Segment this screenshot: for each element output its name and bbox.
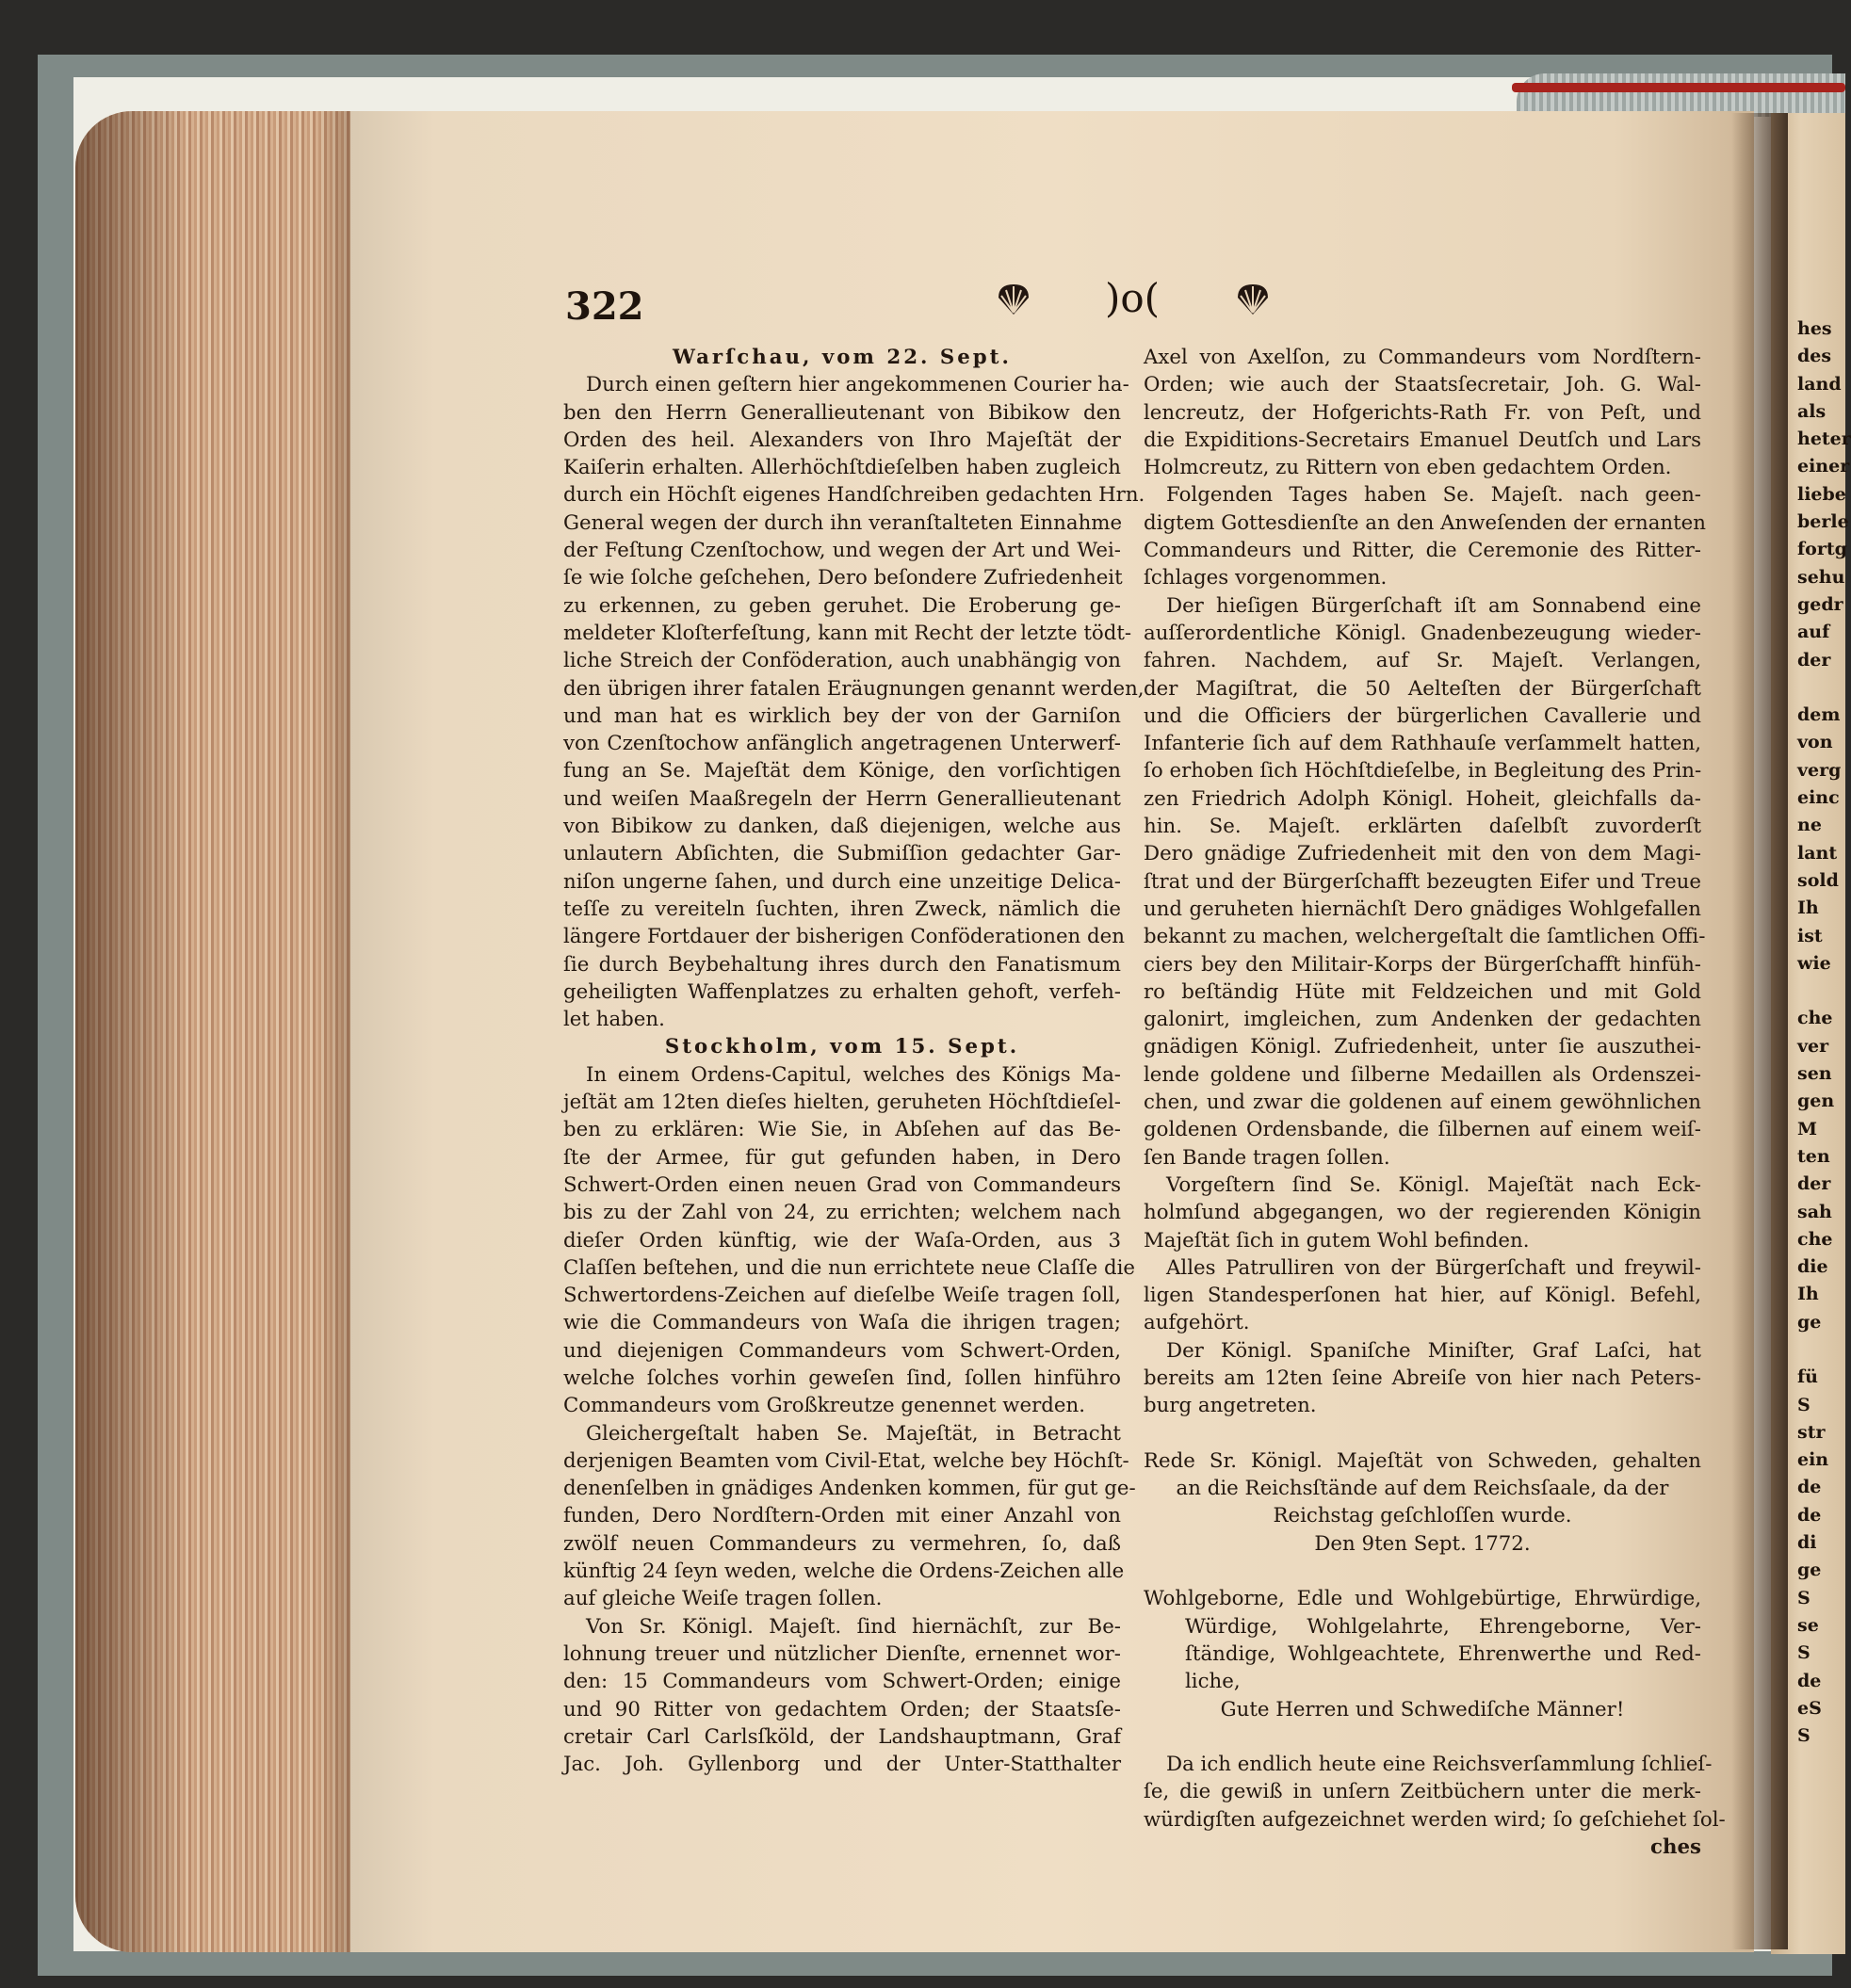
text-line: Folgenden Tages haben Se. Majeſt. nach geen- xyxy=(1166,483,1701,508)
text-line: liche, xyxy=(1185,1670,1241,1694)
text-line: würdigſten aufgezeichnet werden wird; ſo geſchiehet ſol- xyxy=(1144,1807,1726,1832)
text-line: der Magiſtrat, die 50 Aelteſten der Bürgerſchaft xyxy=(1144,676,1701,701)
text-line: funden, Dero Nordſtern-Orden mit einer Anzahl von xyxy=(563,1504,1121,1528)
text-line: Commandeurs vom Großkreutze genennet werden. xyxy=(563,1394,1086,1418)
text-line: gnädigen Königl. Zufriedenheit, unter ſie auszuthei- xyxy=(1144,1035,1701,1059)
text-line: geheiligten Waffenplatzes zu erhalten gehoft, verfeh- xyxy=(563,979,1121,1004)
facing-page-fragment: ein xyxy=(1797,1449,1829,1471)
facing-page-fragment: se xyxy=(1797,1614,1819,1636)
text-line: Axel von Axelſon, zu Commandeurs vom Nordſtern- xyxy=(1144,346,1701,369)
text-line: Von Sr. Königl. Majeſt. ſind hiernächſt, zur Be- xyxy=(586,1614,1121,1639)
facing-page-fragment: lant xyxy=(1797,842,1838,864)
text-line: dieſer Orden künftig, wie der Waſa-Orden, aus 3 xyxy=(563,1228,1121,1253)
text-line: Schwert-Orden einen neuen Grad von Commandeurs xyxy=(563,1172,1121,1197)
shell-ornament-right-icon xyxy=(1234,281,1272,318)
facing-page-fragment: di xyxy=(1797,1532,1817,1554)
book-gutter xyxy=(1731,113,1788,1949)
text-line: und die Officiers der bürgerlichen Cavallerie und xyxy=(1144,703,1701,728)
text-line: goldenen Ordensbande, die ſilbernen auf einem weiſ- xyxy=(1144,1118,1701,1142)
text-line: Gleichergeſtalt haben Se. Majeſtät, in Betracht xyxy=(586,1421,1121,1446)
text-line: ſtrat und der Bürgerſchafft bezeugten Eifer und Treue xyxy=(1144,869,1701,894)
text-line: Holmcreutz, zu Rittern von eben gedachtem Orden. xyxy=(1144,456,1672,480)
text-line: Commandeurs und Ritter, die Ceremonie des Ritter- xyxy=(1144,539,1701,563)
text-line: und man hat es wirklich bey der von der Garniſon xyxy=(563,703,1121,728)
text-line: Orden; wie auch der Staatsſecretair, Joh. G. Wal- xyxy=(1144,373,1701,397)
text-line: ſie durch Beybehaltung ihres durch den Fanatismum xyxy=(563,952,1121,977)
facing-page-fragment: heter xyxy=(1797,428,1851,450)
text-line: auſſerordentliche Königl. Gnadenbezeugung wieder- xyxy=(1144,621,1701,645)
facing-page-fragment: ne xyxy=(1797,815,1822,836)
text-line: Majeſtät ſich in gutem Wohl befinden. xyxy=(1144,1228,1530,1253)
facing-page-fragment: eS xyxy=(1797,1697,1822,1719)
facing-page-fragment: gen xyxy=(1797,1091,1835,1112)
text-line: die Expiditions-Secretairs Emanuel Deutſch und Lars xyxy=(1144,428,1701,452)
facing-page-fragment: sehu xyxy=(1797,566,1845,588)
text-line: Da ich endlich heute eine Reichsverſammlung ſchlieſ- xyxy=(1166,1753,1713,1777)
text-line: ligen Standesperſonen hat hier, auf Königl. Befehl, xyxy=(1144,1284,1701,1308)
facing-page-fragment xyxy=(1797,1336,1845,1364)
text-line: Vorgeſtern ſind Se. Königl. Majeſtät nach Eck- xyxy=(1166,1172,1701,1197)
text-line: ſte der Armee, für gut gefunden haben, in Dero xyxy=(563,1145,1121,1170)
facing-page-fragment: de xyxy=(1797,1670,1822,1691)
text-line: Würdige, Wohlgelahrte, Ehrengeborne, Ver- xyxy=(1185,1614,1701,1639)
text-line: bekannt zu machen, welchergeſtalt die ſamtlichen Offi- xyxy=(1144,925,1706,949)
facing-page-fragment: de xyxy=(1797,1477,1822,1498)
facing-page-fragment: ten xyxy=(1797,1145,1830,1167)
text-line: künftig 24 ſeyn weden, welche die Ordens-Zeichen alle xyxy=(563,1560,1125,1584)
facing-page-fragment: als xyxy=(1797,400,1827,422)
text-line: ches xyxy=(1650,1835,1701,1860)
text-line: cretair Carl Carlsſköld, der Landshauptmann, Graf xyxy=(563,1724,1121,1749)
facing-page-fragment: Ih xyxy=(1797,897,1819,919)
facing-page-text-fragments xyxy=(1797,315,1851,1750)
text-line: Alles Patrulliren von der Bürgerſchaft und freywil- xyxy=(1166,1255,1701,1280)
facing-page-fragment: einer xyxy=(1797,456,1850,477)
facing-page-fragment: die xyxy=(1797,1256,1828,1278)
text-line: Rede Sr. Königl. Majeſtät von Schweden, gehalten xyxy=(1144,1448,1701,1473)
text-line: let haben. xyxy=(563,1008,665,1032)
text-line: Der Königl. Spaniſche Miniſter, Graf Laſci, hat xyxy=(1166,1338,1701,1363)
facing-page-fragment: che xyxy=(1797,1008,1833,1029)
text-line: unlautern Abſichten, die Submiſſion gedachter Gar- xyxy=(563,842,1121,866)
section-heading: Warſchau, vom 22. Sept. xyxy=(673,346,1012,369)
text-line: In einem Ordens-Capitul, welches des Königs Ma- xyxy=(586,1062,1121,1087)
text-line: Der hieſigen Bürgerſchaft iſt am Sonnabend eine xyxy=(1166,593,1701,618)
text-line: denenſelben in gnädiges Andenken kommen, für gut ge- xyxy=(563,1477,1136,1501)
text-line: Dero gnädige Zufriedenheit mit den von dem Magi- xyxy=(1144,842,1701,866)
facing-page-fragment: fortg xyxy=(1797,539,1847,560)
text-line: bis zu der Zahl von 24, zu errichten; welchem nach xyxy=(563,1201,1121,1225)
text-line: digtem Gottesdienſte an den Anweſenden der ernanten xyxy=(1144,510,1706,535)
facing-page-fragment: S xyxy=(1797,1587,1810,1608)
text-line: und weiſen Maaßregeln der Herrn Generallieutenant xyxy=(563,786,1121,811)
text-line: General wegen der durch ihn veranſtalteten Einnahme xyxy=(563,510,1123,535)
facing-page-fragment: berle xyxy=(1797,511,1849,533)
text-line: fahren. Nachdem, auf Sr. Majeſt. Verlangen, xyxy=(1144,649,1701,673)
page-stack-shading xyxy=(75,111,358,1952)
facing-page-fragment: sen xyxy=(1797,1063,1832,1085)
facing-page-fragment: S xyxy=(1797,1725,1810,1747)
facing-page-fragment: der xyxy=(1797,649,1831,671)
text-line: lencreutz, der Hofgerichts-Rath Fr. von Peſt, und xyxy=(1144,400,1701,425)
facing-page-fragment: Ih xyxy=(1797,1284,1819,1305)
facing-page-fragment: auf xyxy=(1797,622,1830,643)
text-line: galonirt, imgleichen, zum Andenken der gedachten xyxy=(1144,1008,1701,1032)
text-line: Reichstag geſchloſſen wurde. xyxy=(1273,1504,1572,1528)
right-text-column xyxy=(1144,344,1726,1861)
text-line: ſe wie ſolche geſchehen, Dero beſondere Zufriedenheit xyxy=(563,566,1123,590)
text-line: und 90 Ritter von gedachtem Orden; der Staatsſe- xyxy=(563,1697,1121,1721)
shell-ornament-left-icon xyxy=(995,281,1032,318)
text-line xyxy=(1144,1420,1701,1447)
text-line: wie die Commandeurs von Waſa die ihrigen tragen; xyxy=(563,1311,1121,1335)
facing-page-fragment: str xyxy=(1797,1421,1826,1443)
facing-page-fragment: fü xyxy=(1797,1366,1818,1388)
text-line: ſen Bande tragen ſollen. xyxy=(1144,1145,1390,1170)
facing-page-fragment xyxy=(1797,978,1845,1005)
facing-page-fragment: dem xyxy=(1797,704,1841,726)
text-line: Wohlgeborne, Edle und Wohlgebürtige, Ehrwürdige, xyxy=(1144,1587,1701,1611)
text-line: ſo erhoben ſich Höchſtdieſelbe, in Begleitung des Prin- xyxy=(1144,759,1702,784)
text-line: durch ein Höchſt eigenes Handſchreiben gedachten Hrn. xyxy=(563,483,1145,508)
text-line: den übrigen ihrer fatalen Eräugnungen genannt werden, xyxy=(563,676,1145,701)
left-text-column xyxy=(563,344,1145,1778)
facing-page-fragment: ver xyxy=(1797,1035,1829,1057)
facing-page-fragment: S xyxy=(1797,1642,1810,1664)
facing-page-fragment: wie xyxy=(1797,952,1831,974)
text-line: fung an Se. Majeſtät dem Könige, den vorſichtigen xyxy=(563,759,1121,784)
text-line: zu erkennen, zu geben geruhet. Die Eroberung ge- xyxy=(563,593,1121,618)
text-line xyxy=(1144,1558,1701,1585)
text-line: Kaiſerin erhalten. Allerhöchſtdieſelben haben zugleich xyxy=(563,456,1121,480)
text-line: ſchlages vorgenommen. xyxy=(1144,566,1388,590)
text-line: auf gleiche Weiſe tragen ſollen. xyxy=(563,1587,883,1611)
text-line: ſe, die gewiß in unſern Zeitbüchern unter die merk- xyxy=(1144,1780,1701,1804)
text-line: ben den Herrn Generallieutenant von Bibikow den xyxy=(563,400,1121,425)
text-line: lohnung treuer und nützlicher Dienſte, ernennet wor- xyxy=(563,1641,1121,1666)
text-line: der Feſtung Czenſtochow, und wegen der Art und Wei- xyxy=(563,539,1121,563)
header-ornament: )o( xyxy=(1105,275,1161,321)
text-line: derjenigen Beamten vom Civil-Etat, welche bey Höchſt- xyxy=(563,1448,1129,1473)
facing-page-fragment: gedr xyxy=(1797,593,1843,615)
text-line: Den 9ten Sept. 1772. xyxy=(1314,1531,1531,1556)
text-line: von Czenſtochow anfänglich angetragenen Unterwerf- xyxy=(563,732,1121,756)
facing-page-fragment: einc xyxy=(1797,787,1840,809)
text-line: meldeter Kloſterfeſtung, kann mit Recht der letzte tödt- xyxy=(563,621,1132,645)
facing-page-fragment: sah xyxy=(1797,1201,1832,1222)
text-line: Jac. Joh. Gyllenborg und der Unter-Statthalter xyxy=(563,1753,1121,1777)
text-line: niſon ungerne ſahen, und durch eine unzeitige Delica- xyxy=(563,869,1121,894)
text-line: von Bibikow zu danken, daß diejenigen, welche aus xyxy=(563,815,1121,839)
text-line: aufgehört. xyxy=(1144,1311,1250,1335)
facing-page-fragment: M xyxy=(1797,1118,1818,1139)
facing-page-fragment: ist xyxy=(1797,925,1823,946)
facing-page-fragment: des xyxy=(1797,346,1832,367)
facing-page-fragment: hes xyxy=(1797,318,1832,339)
text-line: Gute Herren und Schwediſche Männer! xyxy=(1220,1697,1625,1721)
facing-page-fragment: che xyxy=(1797,1228,1833,1250)
text-line: ſtändige, Wohlgeachtete, Ehrenwerthe und Red- xyxy=(1185,1641,1701,1666)
facing-page-fragment: von xyxy=(1797,732,1833,753)
text-line: liche Streich der Conföderation, auch unabhängig von xyxy=(563,649,1121,673)
section-heading: Stockholm, vom 15. Sept. xyxy=(664,1035,1020,1059)
text-line: burg angetreten. xyxy=(1144,1394,1317,1418)
text-line: Orden des heil. Alexanders von Ihro Majeſtät der xyxy=(563,428,1121,452)
text-line: an die Reichsſtände auf dem Reichsſaale, da der xyxy=(1176,1477,1669,1501)
facing-page-fragment: der xyxy=(1797,1173,1831,1195)
text-line xyxy=(1144,1723,1701,1751)
facing-page-fragment: liebe xyxy=(1797,483,1846,505)
facing-page-fragment xyxy=(1797,674,1845,702)
facing-page-fragment: ge xyxy=(1797,1560,1822,1581)
text-line: Claſſen beſtehen, und die nun errichtete neue Claſſe die xyxy=(563,1255,1135,1280)
text-line: ben zu erklären: Wie Sie, in Abſehen auf das Be- xyxy=(563,1118,1121,1142)
text-line: chen, und zwar die goldenen auf einem gewöhnlichen xyxy=(1144,1091,1701,1115)
text-line: ro beſtändig Hüte mit Feldzeichen und mit Gold xyxy=(1144,979,1701,1004)
text-line: und geruheten hiernächſt Dero gnädiges Wohlgefallen xyxy=(1144,897,1701,921)
facing-page-fragment: sold xyxy=(1797,869,1839,891)
text-line: lende goldene und ſilberne Medaillen als Ordenszei- xyxy=(1144,1062,1701,1087)
bookmark-ribbon xyxy=(1512,83,1845,92)
page-number: 322 xyxy=(565,284,644,329)
text-line: ciers bey den Militair-Korps der Bürgerſchafft hinfüh- xyxy=(1144,952,1701,977)
facing-page-fragment: land xyxy=(1797,373,1842,395)
text-line: Infanterie ſich auf dem Rathhauſe verſammelt hatten, xyxy=(1144,732,1701,756)
text-line: welche ſolches vorhin geweſen ſind, ſollen hinführo xyxy=(563,1366,1121,1390)
text-line: jeſtät am 12ten dieſes hielten, geruheten Höchſtdieſel- xyxy=(563,1091,1121,1115)
text-line: und diejenigen Commandeurs vom Schwert-Orden, xyxy=(563,1338,1121,1363)
facing-page-fragment: ge xyxy=(1797,1311,1822,1333)
text-line: zen Friedrich Adolph Königl. Hoheit, gleichfalls da- xyxy=(1144,786,1701,811)
facing-page-fragment: verg xyxy=(1797,759,1842,781)
text-line: Durch einen geſtern hier angekommenen Courier ha- xyxy=(586,373,1129,397)
text-line: längere Fortdauer der bisherigen Conföderationen den xyxy=(563,925,1125,949)
text-line: hin. Se. Majeſt. erklärten daſelbſt zuvorderſt xyxy=(1144,815,1701,839)
text-line: teſſe zu vereiteln ſuchten, ihren Zweck, nämlich die xyxy=(563,897,1121,921)
text-line: holmſund abgegangen, wo der regierenden Königin xyxy=(1144,1201,1701,1225)
text-line: den: 15 Commandeurs vom Schwert-Orden; einige xyxy=(563,1670,1121,1694)
facing-page-fragment: de xyxy=(1797,1504,1822,1526)
text-line: bereits am 12ten ſeine Abreiſe von hier nach Peters- xyxy=(1144,1366,1701,1390)
facing-page-fragment: S xyxy=(1797,1394,1810,1415)
text-line: Schwertordens-Zeichen auf dieſelbe Weiſe tragen ſoll, xyxy=(563,1284,1121,1308)
text-line: zwölf neuen Commandeurs zu vermehren, ſo, daß xyxy=(563,1531,1121,1556)
